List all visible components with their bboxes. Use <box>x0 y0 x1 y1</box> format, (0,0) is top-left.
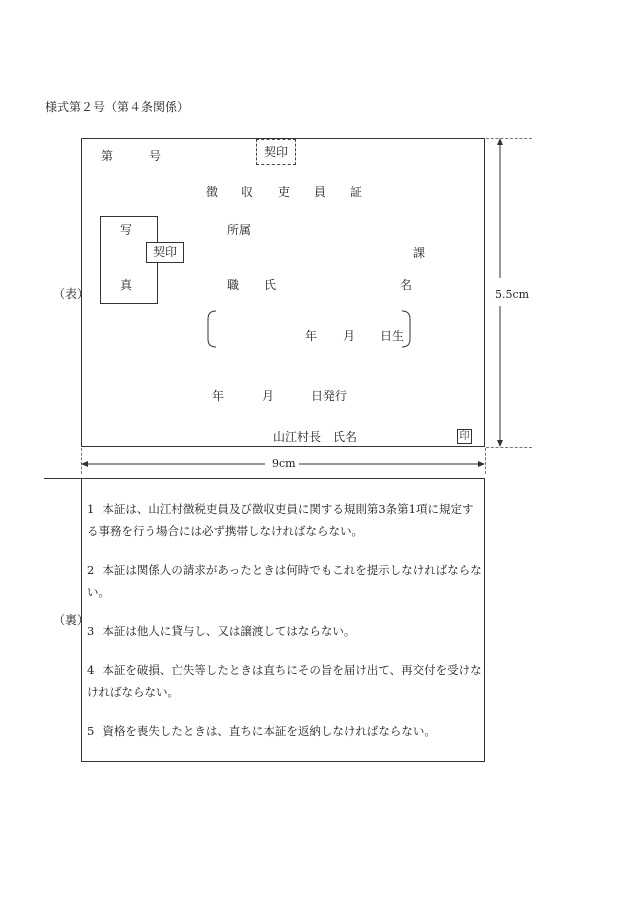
note-item-4 <box>87 659 482 703</box>
shi-label: 氏 <box>264 278 277 292</box>
photo-label-bottom: 真 <box>120 278 133 292</box>
dim-bottom-extension <box>486 447 532 448</box>
width-dimension-label: 9cm <box>272 457 296 470</box>
shozoku-label: 所属 <box>227 223 252 237</box>
note-number: 4 <box>87 663 95 677</box>
issuer-name: 山江村長 氏名 <box>273 430 358 444</box>
form-title: 様式第２号（第４条関係） <box>45 100 190 114</box>
note-number: 5 <box>87 724 95 738</box>
card-title-char-4: 員 <box>314 185 327 199</box>
front-side-label: （表） <box>53 287 90 301</box>
photo-label-top: 写 <box>120 223 133 237</box>
note-item-2 <box>87 559 482 603</box>
tally-seal: 契印 <box>256 139 296 165</box>
shoku-label: 職 <box>227 278 240 292</box>
dim-top-extension <box>486 138 532 139</box>
card-title-char-5: 証 <box>350 185 363 199</box>
note-number: 1 <box>87 502 95 516</box>
note-number: 3 <box>87 624 95 638</box>
photo-seal: 契印 <box>146 242 184 263</box>
back-side-label: （裏） <box>53 613 90 627</box>
card-title-char-3: 吏 <box>278 185 291 199</box>
birth-day-label: 日生 <box>380 329 405 343</box>
number-go: 号 <box>149 149 162 163</box>
height-dimension-label: 5.5cm <box>495 288 530 301</box>
note-text: 本証は関係人の請求があったときは何時でもこれを提示しなければならない。 <box>87 563 482 599</box>
mei-label: 名 <box>400 278 413 292</box>
number-dai: 第 <box>101 149 114 163</box>
issue-year-label: 年 <box>212 389 225 403</box>
note-text: 本証は、山江村徴税吏員及び徴収吏員に関する規則第3条第1項に規定する事務を行う場合には必ず携帯しなければならない。 <box>87 502 474 538</box>
birth-month-label: 月 <box>343 329 356 343</box>
note-text: 本証を破損、亡失等したときは直ちにその旨を届け出て、再交付を受けなければならない。 <box>87 663 482 699</box>
ka-label: 課 <box>413 246 426 260</box>
note-number: 2 <box>87 563 95 577</box>
birth-year-label: 年 <box>305 329 318 343</box>
card-title-char-2: 収 <box>241 185 254 199</box>
note-item-1 <box>87 498 482 542</box>
note-text: 本証は他人に貸与し、又は譲渡してはならない。 <box>102 624 356 638</box>
issue-month-label: 月 <box>262 389 275 403</box>
note-item-5 <box>87 720 482 742</box>
issue-day-label: 日発行 <box>311 389 348 403</box>
note-item-3 <box>87 620 482 642</box>
stamp-box: 印 <box>457 429 472 444</box>
card-title-char-1: 徴 <box>206 185 219 199</box>
note-text: 資格を喪失したときは、直ちに本証を返納しなければならない。 <box>102 724 436 738</box>
section-separator <box>44 478 82 479</box>
